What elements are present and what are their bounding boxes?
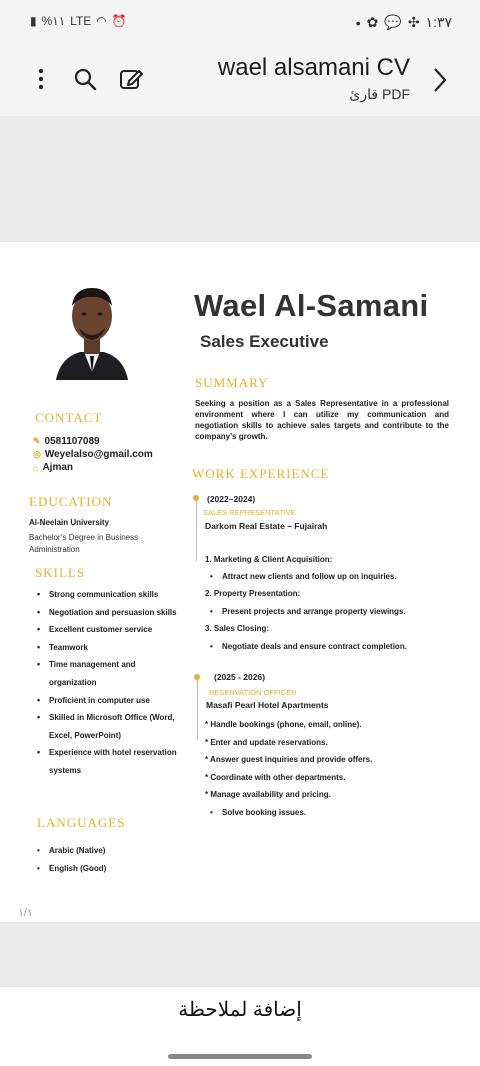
profile-photo (54, 276, 130, 380)
pdf-page[interactable] (0, 242, 480, 922)
list-item: • Experience with hotel reservation systems (37, 744, 177, 779)
duty-heading: 1. Marketing & Client Acquisition: (205, 555, 333, 564)
status-bar (0, 0, 480, 44)
list-item: • English (Good) (37, 860, 106, 878)
duty-item: • Attract new clients and follow up on inquiries. (210, 572, 397, 581)
timeline-line (196, 501, 197, 561)
list-item: • Time management and organization (37, 656, 177, 691)
cv-role: Sales Executive (200, 332, 329, 351)
phone-icon: ✎ (33, 436, 41, 446)
languages-heading: LANGUAGES (37, 815, 126, 830)
duty-item: * Manage availability and pricing. (205, 790, 331, 799)
duty-item: * Answer guest inquiries and provide offers. (205, 755, 373, 764)
duty-item: * Enter and update reservations. (205, 738, 328, 747)
list-item: • Skilled in Microsoft Office (Word, Excel, PowerPoint) (37, 709, 177, 744)
duty-item: • Negotiate deals and ensure contract completion. (210, 642, 407, 651)
email-icon: ◎ (33, 449, 41, 459)
status-left (356, 14, 452, 31)
duty-item: * Handle bookings (phone, email, online). (205, 720, 362, 729)
battery-icon: ▮ (30, 14, 37, 28)
summary-heading: SUMMARY (195, 375, 269, 390)
contact-location (33, 462, 73, 473)
duty-heading: 3. Sales Closing: (205, 624, 270, 633)
location-icon: ⌂ (33, 462, 39, 473)
document-title: wael alsamani CV (217, 54, 410, 81)
phone-text: 0581107089 (44, 436, 100, 447)
alarm-icon: ⏰ (111, 14, 127, 28)
list-item: • Negotiation and persuasion skills (37, 604, 177, 622)
list-item: • Strong communication skills (37, 586, 177, 604)
job-period: (2025 - 2026) (214, 672, 266, 682)
duty-item: • Present projects and arrange property viewings. (210, 607, 406, 616)
location-text: Ajman (42, 462, 73, 473)
battery-level: %١١ (41, 14, 66, 28)
list-item: • Proficient in computer use (37, 692, 177, 710)
status-right (30, 14, 127, 28)
education-university: Al-Neelain University (29, 518, 110, 527)
search-icon[interactable] (72, 66, 98, 92)
viewer-background-top (0, 116, 480, 242)
contact-email (33, 449, 153, 460)
education-heading: EDUCATION (29, 494, 113, 509)
timeline-line (197, 680, 198, 740)
app-notification-icon: ✿ (366, 14, 379, 30)
clock-time: ١:٣٧ (425, 14, 452, 30)
wifi-icon: ◠ (96, 14, 107, 28)
list-item: • Teamwork (37, 639, 177, 657)
languages-list (37, 842, 106, 878)
duty-heading: 2. Property Presentation: (205, 589, 301, 598)
fan-icon: ✣ (407, 14, 420, 30)
network-label: LTE (70, 14, 92, 28)
email-text: Weyelalso@gmail.com (44, 449, 153, 460)
home-indicator[interactable] (168, 1054, 312, 1059)
job-title: RESERVATION OFFICER (209, 688, 297, 697)
education-degree: Bachelor’s Degree in Business Administration (29, 533, 139, 554)
page-indicator: ١/١ (18, 907, 33, 919)
app-bar (0, 44, 480, 116)
chat-icon: 💬 (384, 14, 402, 30)
contact-phone (33, 436, 100, 447)
chevron-right-icon[interactable] (432, 66, 448, 94)
more-vert-icon[interactable] (28, 66, 54, 92)
add-note-button[interactable]: إضافة لملاحظة (178, 999, 302, 1021)
edit-icon[interactable] (118, 66, 144, 92)
work-heading: WORK EXPERIENCE (192, 466, 330, 481)
contact-heading: CONTACT (35, 410, 103, 425)
bottom-bar (0, 986, 480, 1046)
cv-name: Wael Al-Samani (194, 288, 429, 323)
skills-heading: SKILLS (35, 565, 86, 580)
list-item: • Excellent customer service (37, 621, 177, 639)
job-title: SALES REPRESENTATIVE (203, 508, 296, 517)
app-subtitle: قارئ PDF (349, 86, 410, 102)
list-item: • Arabic (Native) (37, 842, 106, 860)
duty-item: * Coordinate with other departments. (205, 773, 346, 782)
summary-text: Seeking a position as a Sales Representative in a professional environment where I can utilize my communication and negotiation skills to achieve sales targets and contribute to the company’s growth. (195, 399, 449, 441)
job-company: Darkom Real Estate – Fujairah (205, 521, 328, 531)
job-period: (2022–2024) (207, 494, 256, 504)
skills-list (37, 586, 177, 780)
duty-item: • Solve booking issues. (210, 808, 306, 817)
job-company: Masafi Pearl Hotel Apartments (206, 700, 329, 710)
viewer-background-bottom (0, 922, 480, 986)
dot-icon: • (355, 14, 361, 31)
